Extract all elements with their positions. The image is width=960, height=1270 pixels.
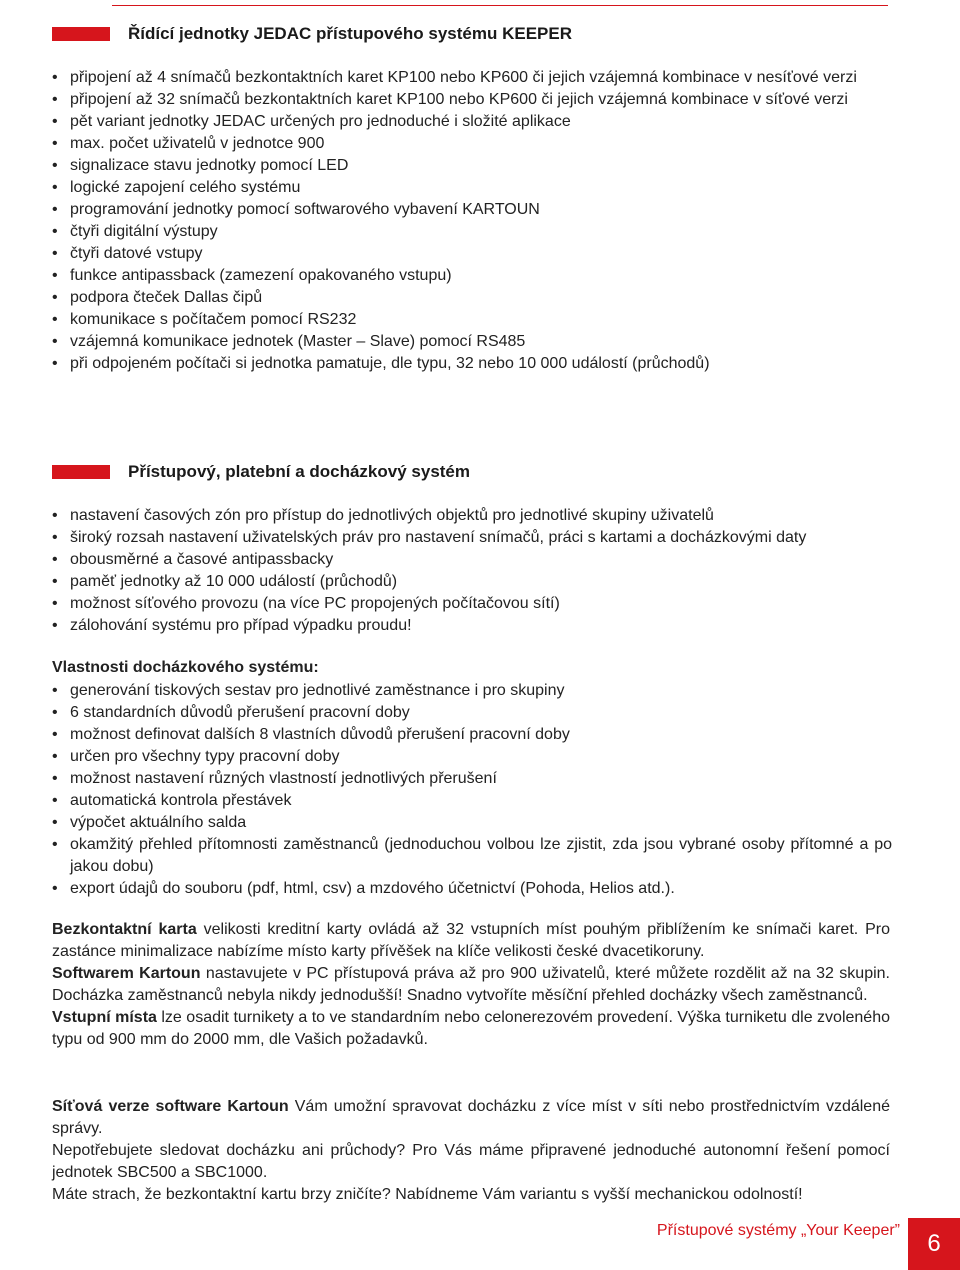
- section-3-list: [52, 680, 892, 900]
- bullet-icon: •: [52, 333, 58, 350]
- bullet-icon: •: [52, 529, 58, 546]
- list-item: • možnost definovat dalších 8 vlastních důvodů přerušení pracovní doby: [52, 724, 892, 746]
- bullet-icon: •: [52, 814, 58, 831]
- bullet-icon: •: [52, 880, 58, 897]
- top-rule: [112, 5, 888, 6]
- list-item: • určen pro všechny typy pracovní doby: [52, 746, 892, 768]
- bullet-icon: •: [52, 748, 58, 765]
- list-item: • signalizace stavu jednotky pomocí LED: [52, 155, 892, 177]
- list-item: • čtyři datové vstupy: [52, 243, 892, 265]
- list-item: • čtyři digitální výstupy: [52, 221, 892, 243]
- list-item: • max. počet uživatelů v jednotce 900: [52, 133, 892, 155]
- red-bar-icon: [52, 465, 110, 479]
- list-item: • připojení až 4 snímačů bezkontaktních karet KP100 nebo KP600 či jejich vzájemná kombinace v nesíťové verzi: [52, 67, 892, 89]
- bullet-icon: •: [52, 770, 58, 787]
- list-item: • okamžitý přehled přítomnosti zaměstnanců (jednoduchou volbou lze zjistit, zda jsou vybrané osoby přítomné a po jakou dobu): [52, 836, 892, 875]
- bullet-icon: •: [52, 223, 58, 240]
- bullet-icon: •: [52, 267, 58, 284]
- list-item: • logické zapojení celého systému: [52, 177, 892, 199]
- paragraphs-group-2: [52, 1096, 890, 1206]
- section-2-title: Přístupový, platební a docházkový systém: [128, 462, 471, 481]
- list-item: • nastavení časových zón pro přístup do jednotlivých objektů pro jednotlivé skupiny uživatelů: [52, 505, 892, 527]
- bullet-icon: •: [52, 69, 58, 86]
- list-item: • možnost síťového provozu (na více PC propojených počítačovou sítí): [52, 593, 892, 615]
- section-1-header: [52, 23, 572, 45]
- paragraph: Síťová verze software Kartoun Vám umožní spravovat docházku z více míst v síti nebo prostřednictvím vzdálené správy.: [52, 1098, 890, 1137]
- list-item: • 6 standardních důvodů přerušení pracovní doby: [52, 702, 892, 724]
- bullet-icon: •: [52, 507, 58, 524]
- bullet-icon: •: [52, 355, 58, 372]
- footer-tagline: Přístupové systémy „Your Keeper”: [656, 1222, 900, 1239]
- paragraph: Vstupní místa lze osadit turnikety a to ve standardním nebo celonerezovém provedení. Výška turniketu dle zvoleného typu od 900 mm do 2000 mm, dle Vašich požadavků.: [52, 1009, 890, 1048]
- bullet-icon: •: [52, 157, 58, 174]
- red-bar-icon: [52, 27, 110, 41]
- bullet-icon: •: [52, 792, 58, 809]
- bullet-icon: •: [52, 113, 58, 130]
- bullet-icon: •: [52, 311, 58, 328]
- bullet-icon: •: [52, 595, 58, 612]
- bullet-icon: •: [52, 682, 58, 699]
- list-item: • obousměrné a časové antipassbacky: [52, 549, 892, 571]
- page-number: 6: [908, 1218, 960, 1270]
- list-item: • zálohování systému pro případ výpadku proudu!: [52, 615, 892, 637]
- bullet-icon: •: [52, 551, 58, 568]
- section-1-list: [52, 67, 892, 375]
- list-item: • paměť jednotky až 10 000 událostí (průchodů): [52, 571, 892, 593]
- list-item: • výpočet aktuálního salda: [52, 812, 892, 834]
- list-item: • připojení až 32 snímačů bezkontaktních karet KP100 nebo KP600 či jejich vzájemná kombinace v síťové verzi: [52, 89, 892, 111]
- list-item: • široký rozsah nastavení uživatelských práv pro nastavení snímačů, práci s kartami a docházkovými daty: [52, 527, 892, 549]
- bullet-icon: •: [52, 245, 58, 262]
- list-item: • možnost nastavení různých vlastností jednotlivých přerušení: [52, 768, 892, 790]
- section-2-list: [52, 505, 892, 637]
- list-item: • komunikace s počítačem pomocí RS232: [52, 309, 892, 331]
- section-2-header: [52, 461, 470, 483]
- bullet-icon: •: [52, 289, 58, 306]
- paragraph: Softwarem Kartoun nastavujete v PC přístupová práva až pro 900 uživatelů, které můžete rozdělit až na 32 skupin. Docházka zaměstnanců nebyla nikdy jednodušší! Snadno vytvoříte měsíční přehled docházky všech zaměstnanců.: [52, 965, 890, 1004]
- section-1-title: Řídící jednotky JEDAC přístupového systému KEEPER: [128, 24, 572, 43]
- paragraph: Máte strach, že bezkontaktní kartu brzy zničíte? Nabídneme Vám variantu s vyšší mechanickou odolností!: [52, 1186, 803, 1203]
- list-item: • generování tiskových sestav pro jednotlivé zaměstnance i pro skupiny: [52, 680, 892, 702]
- paragraphs-group-1: [52, 919, 890, 1051]
- list-item: • funkce antipassback (zamezení opakovaného vstupu): [52, 265, 892, 287]
- bullet-icon: •: [52, 617, 58, 634]
- bullet-icon: •: [52, 179, 58, 196]
- list-item: • export údajů do souboru (pdf, html, csv) a mzdového účetnictví (Pohoda, Helios atd.).: [52, 878, 892, 900]
- paragraph: Nepotřebujete sledovat docházku ani průchody? Pro Vás máme připravené jednoduché autonomní řešení pomocí jednotek SBC500 a SBC1000.: [52, 1142, 890, 1181]
- section-3-title: Vlastnosti docházkového systému:: [52, 659, 319, 676]
- bullet-icon: •: [52, 573, 58, 590]
- paragraph: Bezkontaktní karta velikosti kreditní karty ovládá až 32 vstupních míst pouhým přiblížením ke snímači karet. Pro zastánce minimalizace nabízíme místo karty přívěšek na klíče velikosti české dvacetikoruny.: [52, 921, 890, 960]
- list-item: • vzájemná komunikace jednotek (Master – Slave) pomocí RS485: [52, 331, 892, 353]
- bullet-icon: •: [52, 836, 58, 853]
- list-item: • při odpojeném počítači si jednotka pamatuje, dle typu, 32 nebo 10 000 událostí (průchodů): [52, 353, 892, 375]
- list-item: • programování jednotky pomocí softwarového vybavení KARTOUN: [52, 199, 892, 221]
- bullet-icon: •: [52, 91, 58, 108]
- bullet-icon: •: [52, 704, 58, 721]
- bullet-icon: •: [52, 201, 58, 218]
- bullet-icon: •: [52, 135, 58, 152]
- bullet-icon: •: [52, 726, 58, 743]
- list-item: • automatická kontrola přestávek: [52, 790, 892, 812]
- list-item: • pět variant jednotky JEDAC určených pro jednoduché i složité aplikace: [52, 111, 892, 133]
- list-item: • podpora čteček Dallas čipů: [52, 287, 892, 309]
